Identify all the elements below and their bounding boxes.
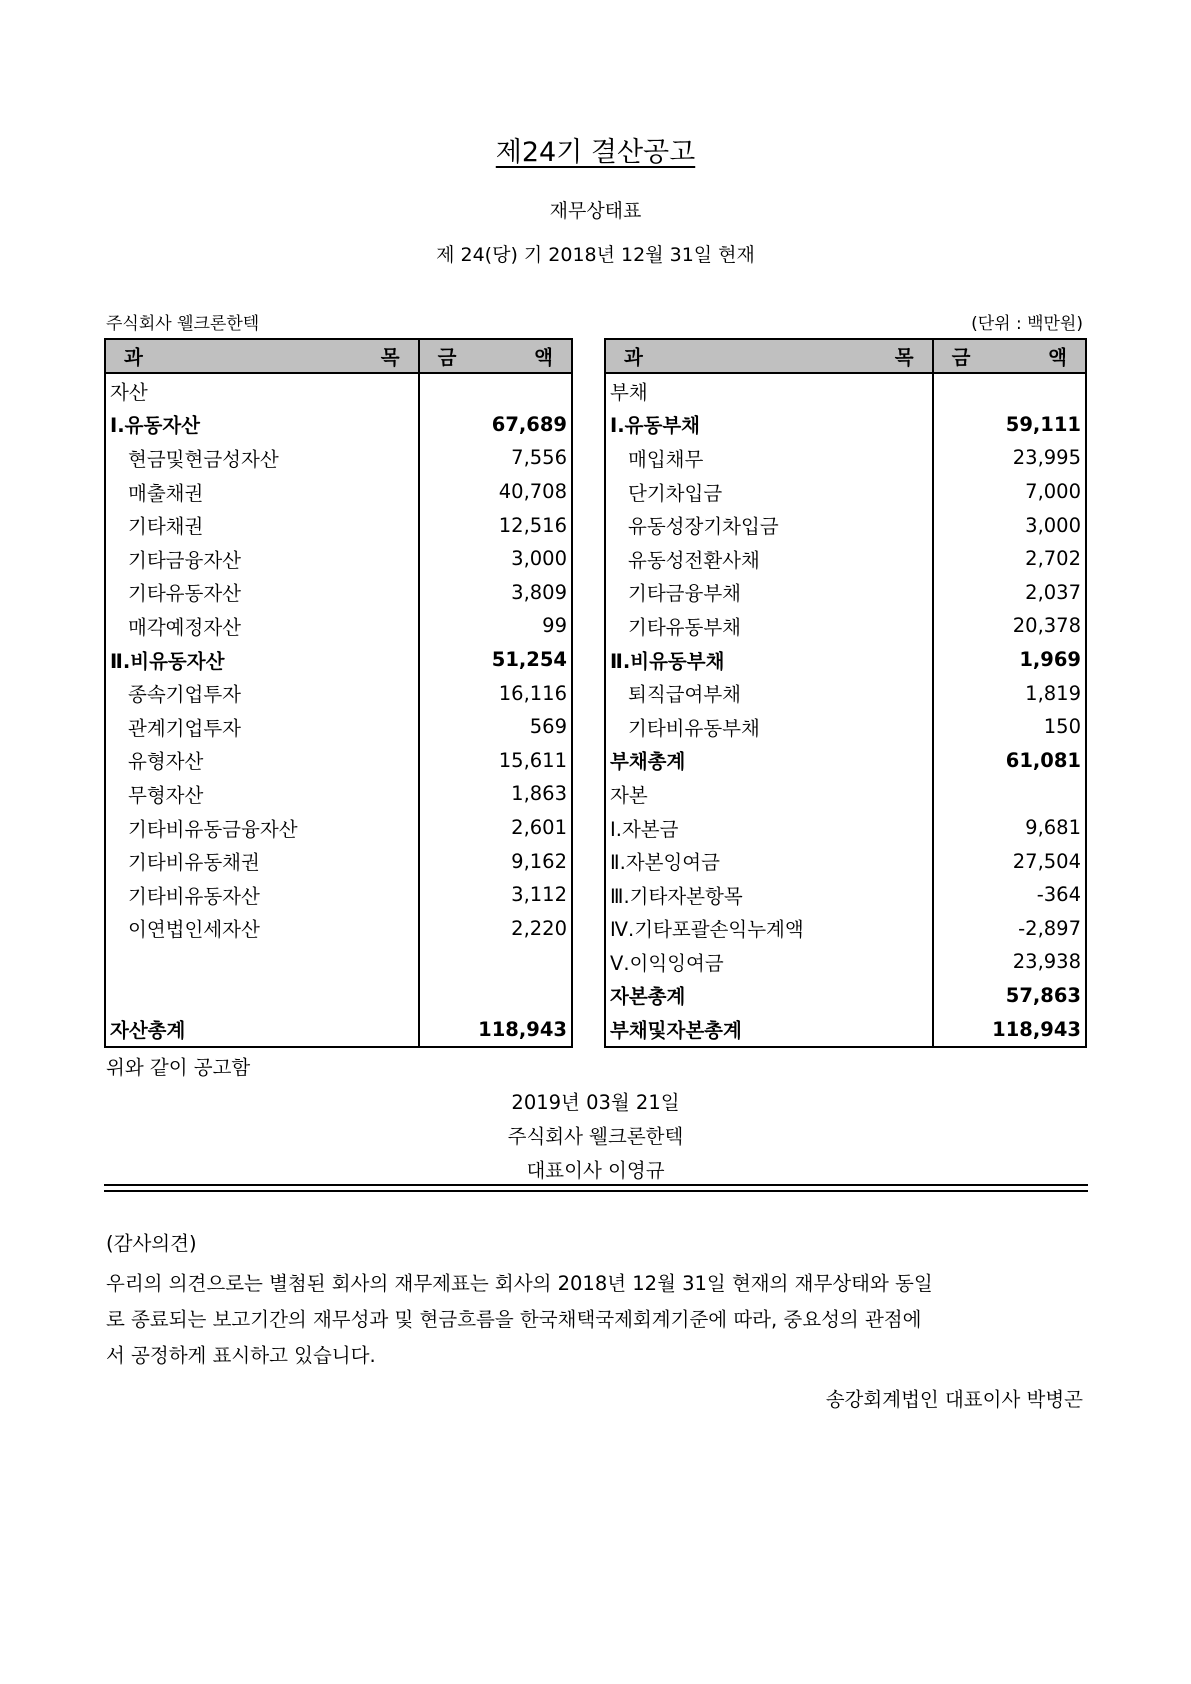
- row-amount: 1,969: [933, 643, 1086, 677]
- row-amount: 59,111: [933, 408, 1086, 442]
- row-label: 부채총계: [610, 750, 686, 774]
- row-label: 매출채권: [128, 481, 204, 505]
- assets-amount-header: [419, 339, 572, 373]
- table-row: [605, 1012, 1086, 1047]
- header-amount-left: 금: [437, 346, 457, 369]
- audit-line: 로 종료되는 보고기간의 재무성과 및 현금흐름을 한국채택국제회계기준에 따라, 중요성의 관점에: [106, 1308, 922, 1331]
- row-label: 기타유동자산: [128, 582, 242, 606]
- row-label: 매입채무: [628, 447, 704, 471]
- auditor-signature: 송강회계법인 대표이사 박병곤: [825, 1388, 1083, 1411]
- row-label: Ⅰ.자본금: [610, 817, 679, 841]
- row-amount: 3,000: [419, 542, 572, 576]
- table-row: [105, 441, 572, 475]
- footer-company-name: 주식회사 웰크론한텍: [507, 1125, 684, 1148]
- assets-item-header: [105, 339, 419, 373]
- table-row: [605, 945, 1086, 979]
- row-label: Ⅰ.유동자산: [110, 414, 201, 438]
- header-amount-right: 액: [1048, 346, 1067, 369]
- row-amount: 118,943: [933, 1012, 1086, 1047]
- row-amount: [933, 777, 1086, 811]
- table-row: [105, 710, 572, 744]
- row-amount: [419, 945, 572, 979]
- table-row: [105, 777, 572, 811]
- row-amount: -2,897: [933, 912, 1086, 946]
- header-item-left: 과: [624, 346, 643, 369]
- table-row: [605, 408, 1086, 442]
- table-row: [105, 811, 572, 845]
- page-title: [0, 136, 1191, 170]
- row-amount: 150: [933, 710, 1086, 744]
- announcement-text: 위와 같이 공고함: [106, 1056, 251, 1079]
- row-label: [105, 979, 419, 1013]
- table-row: [105, 979, 572, 1013]
- row-amount: [933, 373, 1086, 408]
- table-row: [605, 373, 1086, 408]
- row-label: 부채: [610, 380, 648, 404]
- table-row: [605, 777, 1086, 811]
- header-item-right: 목: [894, 346, 914, 369]
- table-row: [605, 878, 1086, 912]
- row-label: 무형자산: [128, 783, 204, 807]
- row-amount: [419, 979, 572, 1013]
- row-amount: 20,378: [933, 609, 1086, 643]
- table-row: [105, 1012, 572, 1047]
- table-row: [605, 508, 1086, 542]
- row-amount: 3,809: [419, 576, 572, 610]
- ceo-name: 대표이사 이영규: [526, 1159, 665, 1182]
- assets-table: [104, 338, 573, 1048]
- row-amount: 7,556: [419, 441, 572, 475]
- row-label: Ⅳ.기타포괄손익누계액: [610, 918, 804, 942]
- table-row: [105, 408, 572, 442]
- row-amount: 40,708: [419, 475, 572, 509]
- row-amount: 12,516: [419, 508, 572, 542]
- row-label: 종속기업투자: [128, 683, 242, 707]
- row-label: 퇴직급여부채: [628, 683, 742, 707]
- row-amount: 118,943: [419, 1012, 572, 1047]
- row-amount: 57,863: [933, 979, 1086, 1013]
- row-amount: 23,995: [933, 441, 1086, 475]
- row-amount: 2,601: [419, 811, 572, 845]
- row-label: 이연법인세자산: [128, 918, 260, 942]
- row-label: 매각예정자산: [128, 615, 242, 639]
- table-row: [105, 508, 572, 542]
- liabilities-amount-header: [933, 339, 1086, 373]
- row-amount: 569: [419, 710, 572, 744]
- liabilities-item-header: [605, 339, 933, 373]
- row-amount: 15,611: [419, 744, 572, 778]
- table-row: [105, 609, 572, 643]
- row-label: 유형자산: [128, 750, 204, 774]
- row-amount: [419, 373, 572, 408]
- table-row: [105, 542, 572, 576]
- row-label: 부채및자본총계: [610, 1019, 742, 1043]
- header-item-left: 과: [124, 346, 143, 369]
- double-divider: [104, 1184, 1088, 1192]
- table-row: [605, 912, 1086, 946]
- table-row: [605, 576, 1086, 610]
- row-label: Ⅱ.자본잉여금: [610, 851, 720, 875]
- table-row: [605, 643, 1086, 677]
- table-row: [605, 441, 1086, 475]
- row-amount: -364: [933, 878, 1086, 912]
- row-label: 기타채권: [128, 515, 204, 539]
- row-amount: 9,681: [933, 811, 1086, 845]
- table-row: [605, 710, 1086, 744]
- row-label: Ⅱ.비유동부채: [610, 649, 725, 673]
- company-name: 주식회사 웰크론한텍: [106, 314, 260, 334]
- row-amount: 7,000: [933, 475, 1086, 509]
- table-row: [605, 979, 1086, 1013]
- audit-line: 서 공정하게 표시하고 있습니다.: [106, 1344, 376, 1367]
- table-row: [605, 542, 1086, 576]
- table-row: [105, 643, 572, 677]
- row-label: 기타비유동금융자산: [128, 817, 298, 841]
- row-label: [105, 945, 419, 979]
- table-row: [605, 744, 1086, 778]
- row-amount: 3,112: [419, 878, 572, 912]
- row-label: 자산총계: [110, 1019, 186, 1043]
- table-row: [105, 676, 572, 710]
- audit-opinion-title: (감사의견): [106, 1232, 197, 1255]
- page-title-text: 제24기 결산공고: [495, 137, 696, 168]
- row-label: 자본: [610, 783, 648, 807]
- header-amount-right: 액: [534, 346, 553, 369]
- row-label: 유동성장기차입금: [628, 515, 779, 539]
- row-amount: 23,938: [933, 945, 1086, 979]
- table-row: [605, 676, 1086, 710]
- table-row: [605, 811, 1086, 845]
- row-amount: 1,819: [933, 676, 1086, 710]
- statement-subtitle: 재무상태표: [549, 200, 642, 222]
- table-row: [105, 744, 572, 778]
- row-label: 자산: [110, 380, 148, 404]
- row-amount: 16,116: [419, 676, 572, 710]
- row-label: 유동성전환사채: [628, 548, 760, 572]
- row-amount: 9,162: [419, 844, 572, 878]
- row-amount: 67,689: [419, 408, 572, 442]
- assets-header-row: [105, 339, 572, 373]
- liabilities-equity-table: [604, 338, 1087, 1048]
- table-row: [105, 844, 572, 878]
- audit-opinion-text: [106, 1266, 1086, 1374]
- table-row: [105, 878, 572, 912]
- table-row: [605, 844, 1086, 878]
- row-amount: 51,254: [419, 643, 572, 677]
- row-label: 기타금융부채: [628, 582, 742, 606]
- row-label: Ⅴ.이익잉여금: [610, 951, 724, 975]
- row-amount: 2,702: [933, 542, 1086, 576]
- row-label: 단기차입금: [628, 481, 723, 505]
- liabilities-header-row: [605, 339, 1086, 373]
- row-label: Ⅲ.기타자본항목: [610, 884, 743, 908]
- row-amount: 1,863: [419, 777, 572, 811]
- row-amount: 99: [419, 609, 572, 643]
- table-row: [105, 475, 572, 509]
- table-row: [105, 576, 572, 610]
- row-amount: 3,000: [933, 508, 1086, 542]
- row-label: 기타유동부채: [628, 615, 742, 639]
- table-row: [105, 945, 572, 979]
- statement-period: 제 24(당) 기 2018년 12월 31일 현재: [436, 244, 755, 266]
- row-label: 현금및현금성자산: [128, 447, 279, 471]
- announcement-date: 2019년 03월 21일: [511, 1091, 680, 1114]
- row-label: 기타비유동채권: [128, 851, 260, 875]
- row-amount: 27,504: [933, 844, 1086, 878]
- row-label: 기타비유동부채: [628, 716, 760, 740]
- unit-label: (단위 : 백만원): [971, 314, 1083, 334]
- row-label: Ⅰ.유동부채: [610, 414, 701, 438]
- row-label: 관계기업투자: [128, 716, 242, 740]
- row-label: 기타비유동자산: [128, 884, 260, 908]
- row-label: 기타금융자산: [128, 548, 242, 572]
- table-row: [105, 912, 572, 946]
- header-item-right: 목: [380, 346, 400, 369]
- row-label: Ⅱ.비유동자산: [110, 649, 225, 673]
- row-label: 자본총계: [610, 985, 686, 1009]
- table-row: [105, 373, 572, 408]
- header-amount-left: 금: [951, 346, 971, 369]
- row-amount: 2,220: [419, 912, 572, 946]
- table-row: [605, 609, 1086, 643]
- audit-line: 우리의 의견으로는 별첨된 회사의 재무제표는 회사의 2018년 12월 31일 현재의 재무상태와 동일: [106, 1272, 933, 1295]
- row-amount: 2,037: [933, 576, 1086, 610]
- row-amount: 61,081: [933, 744, 1086, 778]
- table-row: [605, 475, 1086, 509]
